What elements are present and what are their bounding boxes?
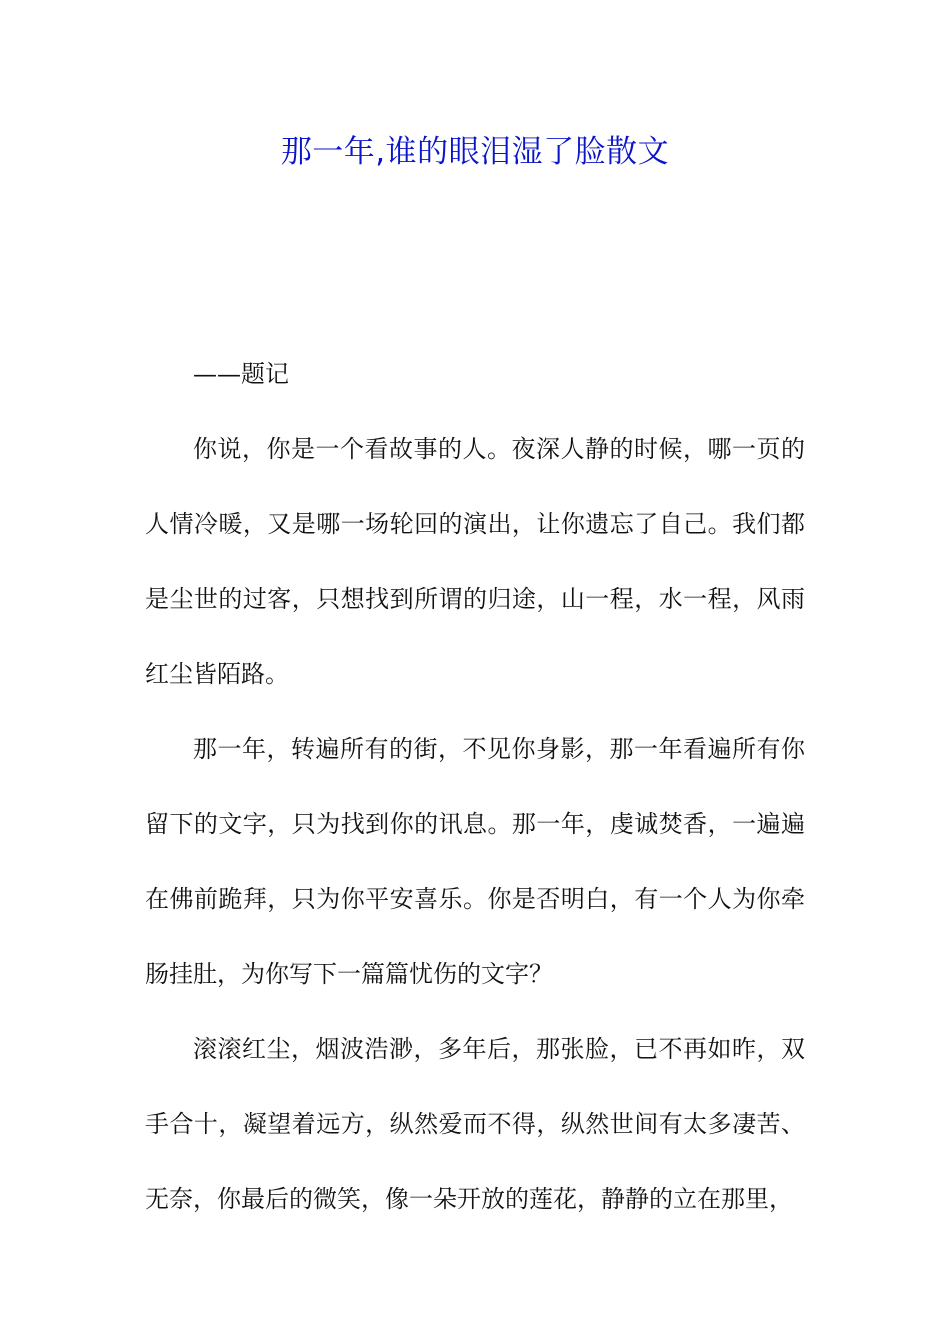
paragraph-1: 你说，你是一个看故事的人。夜深人静的时候，哪一页的人情冷暖，又是哪一场轮回的演出，让你遗忘了自己。我们都是尘世的过客，只想找到所谓的归途，山一程，水一程，风雨红尘皆陌路。 <box>145 435 805 688</box>
document-title: 那一年,谁的眼泪湿了脸散文 <box>280 134 670 170</box>
paragraph-3: 滚滚红尘，烟波浩渺，多年后，那张脸，已不再如昨，双手合十，凝望着远方，纵然爱而不得，纵然世间有太多凄苦、无奈，你最后的微笑，像一朵开放的莲花，静静的立在那里， <box>145 1035 805 1213</box>
document-body <box>145 337 805 1237</box>
paragraph-2: 那一年，转遍所有的街，不见你身影，那一年看遍所有你留下的文字，只为找到你的讯息。那一年，虔诚焚香，一遍遍在佛前跪拜，只为你平安喜乐。你是否明白，有一个人为你牵肠挂肚，为你写下一篇篇忧伤的文字？ <box>145 735 805 988</box>
epigraph-note: ——题记 <box>193 360 289 388</box>
